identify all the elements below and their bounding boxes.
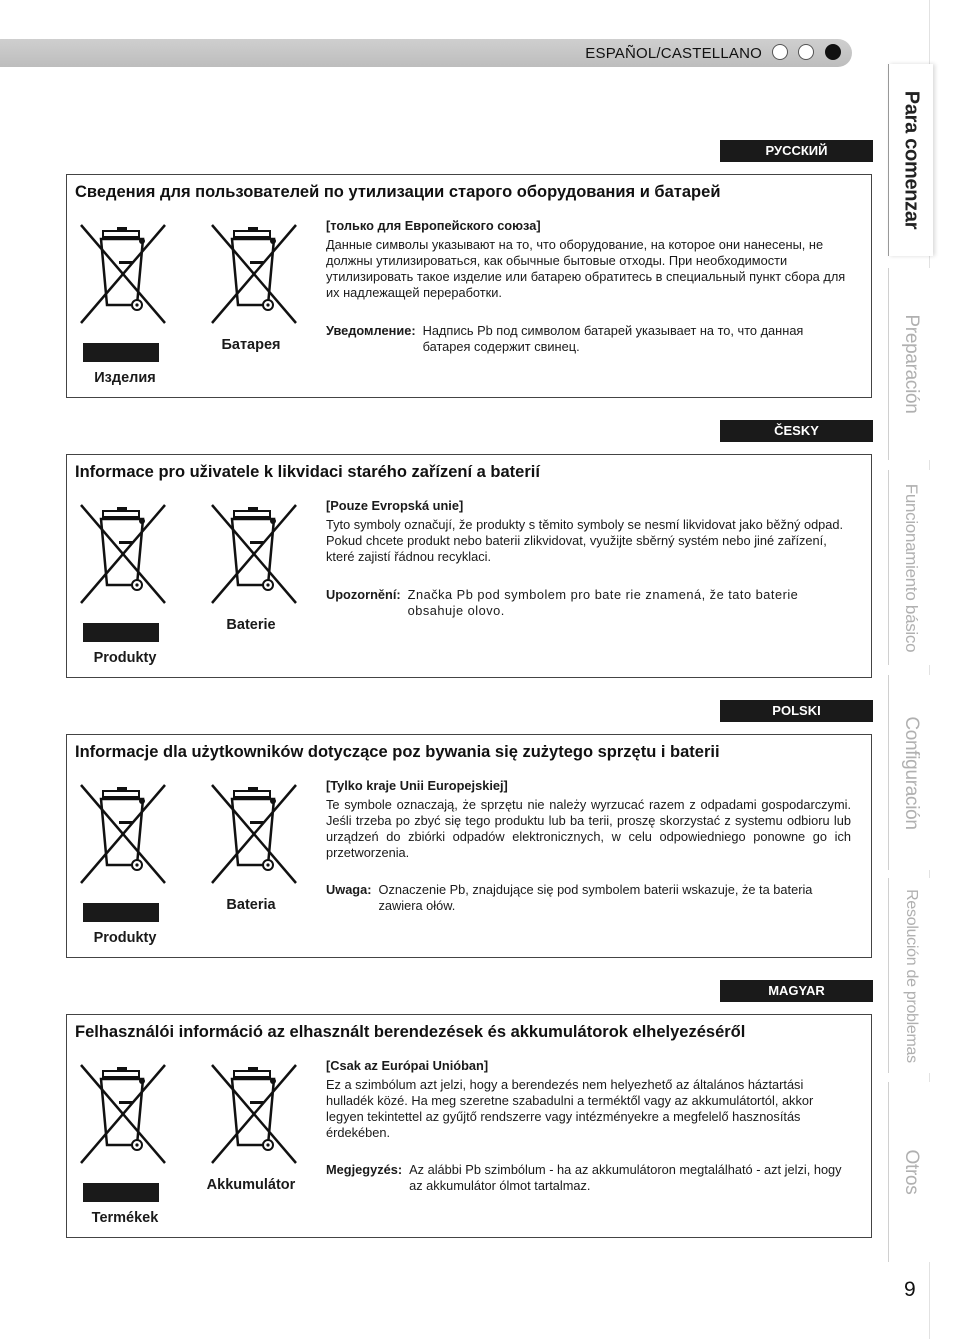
tab-label: Resolución de problemas [903,888,920,1063]
disposal-section [66,454,872,678]
battery-label: Батарея [221,337,281,353]
tab-label: Preparación [901,314,922,414]
tab-otros[interactable] [888,1082,933,1262]
disposal-section [66,734,872,958]
battery-label: Bateria [226,897,276,913]
black-bar [83,623,159,642]
tab-preparacion[interactable] [888,268,933,460]
section-title: Informacje dla użytkowników dotyczące poz bywania się zużytego sprzętu i baterii [75,743,720,761]
region-heading: [Pouze Evropská unie] [326,498,464,513]
note-label: Уведомление: [326,323,416,338]
language-badge: POLSKI [720,700,873,722]
note [326,587,852,619]
note-label: Megjegyzés: [326,1162,403,1177]
page-number: 9 [904,1278,916,1301]
section-title: Сведения для пользователей по утилизации старого оборудования и батарей [75,183,721,201]
language-badge: РУССКИЙ [720,140,873,162]
region-heading: [только для Европейского союза] [326,218,541,233]
tab-label: Otros [901,1149,922,1195]
region-heading: [Csak az Európai Unióban] [326,1058,489,1073]
language-badge: ČESKY [720,420,873,442]
crossed-bin-battery-icon [204,1063,302,1167]
note-label: Uwaga: [326,882,372,897]
tab-label: Configuración [901,715,922,830]
circle-empty-icon [772,44,788,60]
tab-para-comenzar[interactable] [888,64,933,256]
circle-empty-icon [798,44,814,60]
tab-resolucion-de-problemas[interactable] [888,878,933,1073]
note-label: Upozornění: [326,587,401,602]
crossed-bin-icon [73,503,171,607]
crossed-bin-battery-icon [204,503,302,607]
note-text: Značka Pb pod symbolem pro bate rie znamená, že tato baterie obsahuje olovo. [407,587,799,618]
note-text: Надпись Pb под символом батарей указывает на то, что данная батарея содержит свинец. [422,323,804,354]
circle-filled-icon [825,44,841,60]
note [326,1162,852,1194]
region-heading: [Tylko kraje Unii Europejskiej] [326,778,508,793]
product-label: Termékek [91,1210,159,1226]
battery-label: Akkumulátor [206,1177,296,1193]
body-text: Tyto symboly označují, že produkty s těmito symboly se nesmí likvidovat jako běžný odpad. Pokud chcete produkt nebo baterii zlikvidovat, využijte sběrný systém nebo jiné zařízení, které zajistí řádnou recyklaci. [326,517,844,564]
crossed-bin-battery-icon [204,783,302,887]
header-bar [0,39,852,67]
crossed-bin-icon [73,223,171,327]
disposal-section [66,1014,872,1238]
disposal-section [66,174,872,398]
black-bar [83,1183,159,1202]
body-text: Данные символы указывают на то, что оборудование, на которое они нанесены, не должны утилизироваться, как обычные бытовые отходы. При необходимости утилизировать такое изделие или батарею обратитесь в специальный пункт сбора для их надлежащей переработки. [326,237,846,300]
language-label: ESPAÑOL/CASTELLANO [585,45,762,62]
crossed-bin-icon [73,783,171,887]
note-text: Az alábbi Pb szimbólum - ha az akkumulátoron megtalálható - azt jelzi, hogy az akkumulátor ólmot tartalmaz. [409,1162,842,1193]
crossed-bin-battery-icon [204,223,302,327]
section-title: Felhasználói információ az elhasznált berendezések és akkumulátorok elhelyezéséről [75,1023,746,1041]
body-text: Te symbole oznaczają, że sprzętu nie należy wyrzucać razem z odpadami gospodarczymi. Jeśli trzeba po zbyć się tego produktu lub ba terii, proszę skorzystać z systemu odbioru lub urządzeń do zbiórki odpadów elektronicznych, w celu odpowiedniego ponowne go ich przetworzenia. [326,797,851,860]
note-text: Oznaczenie Pb, znajdujące się pod symbolem baterii wskazuje, że ta bateria zawiera ołów. [378,882,813,913]
crossed-bin-icon [73,1063,171,1167]
product-label: Produkty [93,650,157,666]
tab-label: Funcionamiento básico [902,483,921,652]
black-bar [83,343,159,362]
tab-label: Para comenzar [900,90,923,230]
black-bar [83,903,159,922]
battery-label: Baterie [226,617,276,633]
tab-funcionamiento-basico[interactable] [888,470,933,665]
side-tabs [888,0,954,1339]
section-title: Informace pro uživatele k likvidaci starého zařízení a baterií [75,463,540,481]
tab-configuracion[interactable] [888,675,933,870]
note [326,323,852,355]
product-label: Produkty [93,930,157,946]
product-label: Изделия [94,370,156,386]
note [326,882,852,914]
language-badge: MAGYAR [720,980,873,1002]
body-text: Ez a szimbólum azt jelzi, hogy a berendezés nem helyezhető az általános háztartási hulladék közé. Ha meg szeretne szabadulni a terméktől vagy az akkumulátortól, akkor legyen tekintettel az gyűjtő rendszerre vagy intézményekre a megfelelő hasznosítás érdekében. [326,1077,814,1140]
